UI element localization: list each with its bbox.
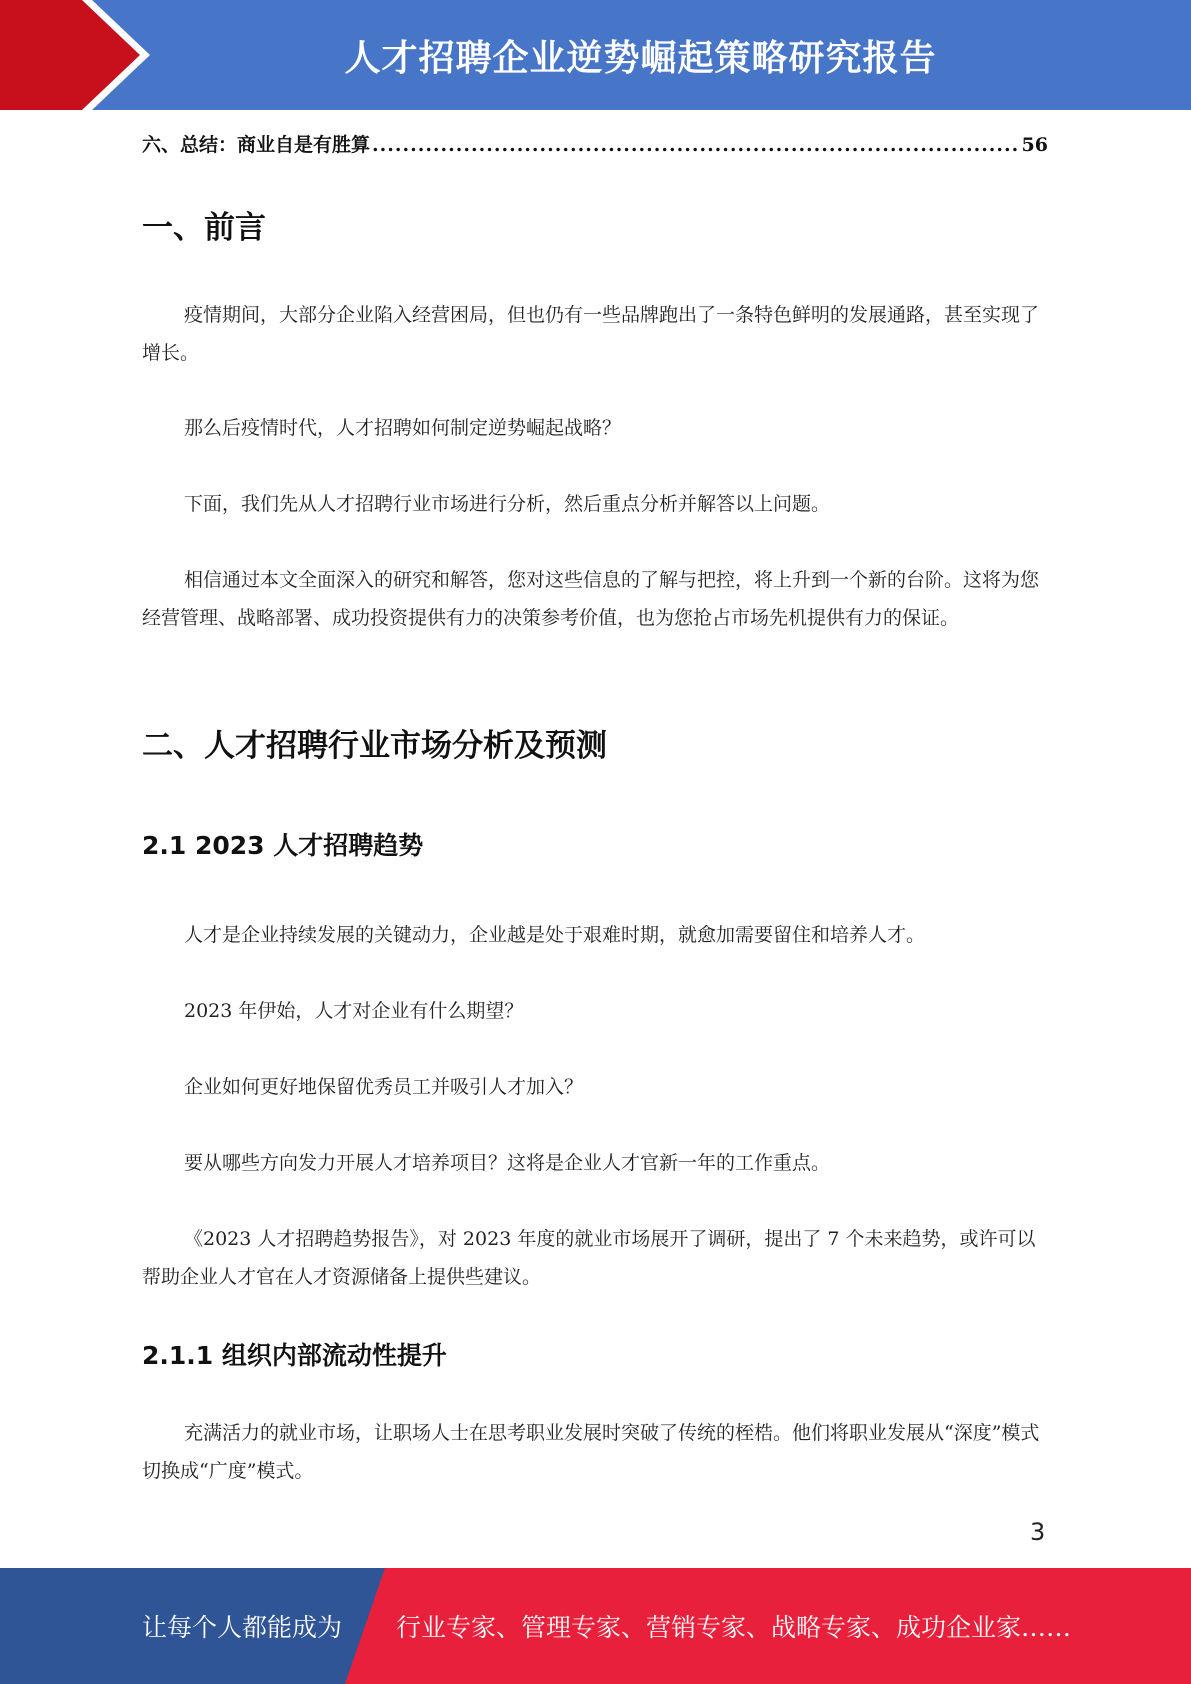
footer-slogan-right: 行业专家、管理专家、营销专家、战略专家、成功企业家…… bbox=[396, 1613, 1072, 1642]
paragraph: 相信通过本文全面深入的研究和解答，您对这些信息的了解与把控，将上升到一个新的台阶。这将为您经营管理、战略部署、成功投资提供有力的决策参考价值，也为您抢占市场先机提供有力的保证。 bbox=[142, 569, 1040, 629]
heading-market-analysis: 二、人才招聘行业市场分析及预测 bbox=[142, 728, 607, 764]
report-title: 人才招聘企业逆势崛起策略研究报告 bbox=[344, 37, 937, 79]
paragraph: 人才是企业持续发展的关键动力，企业越是处于艰难时期，就愈加需要留住和培养人才。 bbox=[184, 924, 926, 946]
page-footer bbox=[0, 1568, 1191, 1684]
paragraph: 充满活力的就业市场，让职场人士在思考职业发展时突破了传统的桎梏。他们将职业发展从“深度”模式切换成“广度”模式。 bbox=[142, 1422, 1040, 1482]
header-red-arrow-decoration bbox=[0, 0, 150, 110]
page-number: 3 bbox=[1030, 1518, 1046, 1546]
paragraph: 《2023 人才招聘趋势报告》，对 2023 年度的就业市场展开了调研，提出了 7 个未来趋势，或许可以帮助企业人才官在人才资源储备上提供些建议。 bbox=[142, 1228, 1036, 1288]
toc-entry-label: 六、总结：商业自是有胜算 bbox=[142, 134, 371, 156]
paragraph: 企业如何更好地保留优秀员工并吸引人才加入？ bbox=[184, 1076, 584, 1098]
toc-entry[interactable] bbox=[142, 130, 1048, 158]
paragraph: 疫情期间，大部分企业陷入经营困局，但也仍有一些品牌跑出了一条特色鲜明的发展通路，甚至实现了增长。 bbox=[142, 304, 1040, 364]
footer-slogan-left: 让每个人都能成为 bbox=[142, 1613, 343, 1642]
heading-trends-2023: 2.1 2023 人才招聘趋势 bbox=[142, 831, 424, 860]
paragraph: 那么后疫情时代，人才招聘如何制定逆势崛起战略？ bbox=[184, 417, 622, 439]
toc-entry-page: 56 bbox=[1021, 134, 1048, 156]
paragraph: 2023 年伊始，人才对企业有什么期望？ bbox=[184, 1000, 524, 1022]
paragraph: 要从哪些方向发力开展人才培养项目？这将是企业人才官新一年的工作重点。 bbox=[184, 1152, 831, 1174]
heading-preface: 一、前言 bbox=[142, 210, 266, 246]
paragraph: 下面，我们先从人才招聘行业市场进行分析，然后重点分析并解答以上问题。 bbox=[184, 493, 831, 515]
heading-internal-mobility: 2.1.1 组织内部流动性提升 bbox=[142, 1341, 447, 1370]
page-header bbox=[0, 0, 1191, 110]
toc-leader-dots bbox=[372, 134, 1020, 156]
